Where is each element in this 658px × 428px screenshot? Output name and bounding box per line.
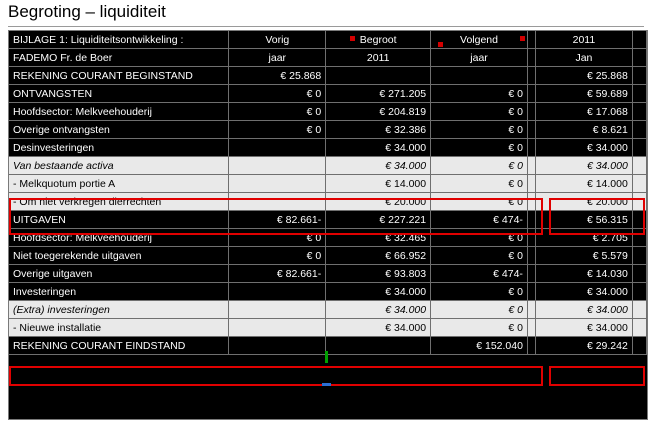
table-row[interactable]	[9, 67, 647, 85]
table-cell[interactable]	[527, 193, 535, 211]
table-cell[interactable]: Niet toegerekende uitgaven	[9, 247, 229, 265]
table-cell[interactable]	[229, 157, 326, 175]
comment-marker-icon	[520, 36, 525, 41]
table-cell[interactable]: € 34.000	[326, 139, 431, 157]
table-cell[interactable]: € 0	[431, 121, 528, 139]
table-cell[interactable]	[229, 337, 326, 355]
table-cell[interactable]: € 0	[431, 319, 528, 337]
table-cell[interactable]: 2011	[326, 49, 431, 67]
table-cell[interactable]: (Extra) investeringen	[9, 301, 229, 319]
table-cell[interactable]: jaar	[229, 49, 326, 67]
table-cell[interactable]: € 227.221	[326, 211, 431, 229]
table-cell[interactable]: € 8.621	[536, 121, 633, 139]
table-cell[interactable]: - Om niet verkregen dierrechten	[9, 193, 229, 211]
table-cell[interactable]	[632, 103, 646, 121]
table-cell[interactable]: Overige uitgaven	[9, 265, 229, 283]
table-cell[interactable]: € 0	[431, 103, 528, 121]
table-cell[interactable]: € 17.068	[536, 103, 633, 121]
table-cell[interactable]	[527, 211, 535, 229]
table-cell[interactable]	[632, 157, 646, 175]
table-cell[interactable]	[527, 229, 535, 247]
table-cell[interactable]: € 34.000	[326, 301, 431, 319]
table-cell[interactable]: € 0	[229, 121, 326, 139]
table-cell[interactable]: € 0	[431, 283, 528, 301]
table-cell[interactable]	[632, 229, 646, 247]
title-divider	[8, 26, 644, 27]
table-cell[interactable]: € 25.868	[229, 67, 326, 85]
table-cell[interactable]: € 0	[431, 229, 528, 247]
table-cell[interactable]: € 0	[431, 175, 528, 193]
table-row[interactable]	[9, 193, 647, 211]
table-cell[interactable]: € 59.689	[536, 85, 633, 103]
table-cell[interactable]	[632, 193, 646, 211]
table-cell[interactable]	[527, 265, 535, 283]
table-cell[interactable]	[527, 157, 535, 175]
comment-marker-icon	[438, 42, 443, 47]
table-cell[interactable]	[632, 31, 646, 49]
table-cell[interactable]: € 93.803	[326, 265, 431, 283]
table-cell[interactable]: € 82.661-	[229, 265, 326, 283]
table-cell[interactable]	[632, 319, 646, 337]
table-cell[interactable]: FADEMO Fr. de Boer	[9, 49, 229, 67]
table-cell[interactable]: € 32.386	[326, 121, 431, 139]
table-cell[interactable]: € 0	[229, 229, 326, 247]
table-cell[interactable]	[632, 247, 646, 265]
table-cell[interactable]	[527, 103, 535, 121]
table-cell[interactable]: € 14.000	[326, 175, 431, 193]
table-cell[interactable]: € 34.000	[536, 139, 633, 157]
table-cell[interactable]: € 66.952	[326, 247, 431, 265]
table-cell[interactable]: € 20.000	[326, 193, 431, 211]
table-header-row[interactable]	[9, 31, 647, 49]
table-cell[interactable]	[527, 319, 535, 337]
table-cell[interactable]: REKENING COURANT EINDSTAND	[9, 337, 229, 355]
table-cell[interactable]: ONTVANGSTEN	[9, 85, 229, 103]
table-cell[interactable]	[632, 175, 646, 193]
table-cell[interactable]	[632, 337, 646, 355]
table-cell[interactable]	[632, 85, 646, 103]
table-cell[interactable]: € 34.000	[536, 157, 633, 175]
table-cell[interactable]	[431, 67, 528, 85]
cursor-marker-icon	[325, 351, 328, 363]
table-cell[interactable]: Overige ontvangsten	[9, 121, 229, 139]
table-cell[interactable]: Hoofdsector: Melkveehouderij	[9, 103, 229, 121]
table-row[interactable]	[9, 319, 647, 337]
table-cell[interactable]	[229, 319, 326, 337]
table-cell[interactable]: € 34.000	[536, 319, 633, 337]
table-cell[interactable]: € 0	[431, 247, 528, 265]
table-cell[interactable]	[326, 337, 431, 355]
table-cell[interactable]: € 0	[431, 301, 528, 319]
table-row[interactable]	[9, 283, 647, 301]
table-cell[interactable]: € 82.661-	[229, 211, 326, 229]
table-row[interactable]	[9, 157, 647, 175]
table-cell[interactable]: Desinvesteringen	[9, 139, 229, 157]
table-cell[interactable]: Investeringen	[9, 283, 229, 301]
table-cell[interactable]	[229, 193, 326, 211]
table-cell[interactable]: € 0	[229, 85, 326, 103]
table-cell[interactable]: € 34.000	[326, 319, 431, 337]
table-cell[interactable]	[527, 85, 535, 103]
table-row[interactable]	[9, 103, 647, 121]
table-cell[interactable]	[527, 337, 535, 355]
table-cell[interactable]	[527, 49, 535, 67]
table-cell[interactable]	[632, 67, 646, 85]
table-cell[interactable]	[229, 283, 326, 301]
table-cell[interactable]	[632, 283, 646, 301]
table-cell[interactable]	[527, 139, 535, 157]
table-cell[interactable]: BIJLAGE 1: Liquiditeitsontwikkeling :	[9, 31, 229, 49]
table-cell[interactable]: € 34.000	[536, 301, 633, 319]
table-cell[interactable]	[229, 301, 326, 319]
table-cell[interactable]: € 0	[229, 103, 326, 121]
table-row[interactable]	[9, 85, 647, 103]
table-cell[interactable]: € 20.000	[536, 193, 633, 211]
table-cell[interactable]: REKENING COURANT BEGINSTAND	[9, 67, 229, 85]
table-row[interactable]	[9, 301, 647, 319]
table-cell[interactable]: € 474-	[431, 265, 528, 283]
table-cell[interactable]	[632, 301, 646, 319]
table-row[interactable]	[9, 139, 647, 157]
table-cell[interactable]: Begroot	[326, 31, 431, 49]
table-cell[interactable]: € 0	[431, 139, 528, 157]
table-cell[interactable]	[229, 175, 326, 193]
table-cell[interactable]	[326, 67, 431, 85]
table-cell[interactable]: € 25.868	[536, 67, 633, 85]
table-cell[interactable]	[632, 49, 646, 67]
table-cell[interactable]: € 0	[229, 247, 326, 265]
table-cell[interactable]	[527, 247, 535, 265]
table-cell[interactable]: € 0	[431, 85, 528, 103]
table-cell[interactable]	[527, 121, 535, 139]
table-cell[interactable]: € 32.465	[326, 229, 431, 247]
table-cell[interactable]: € 34.000	[536, 283, 633, 301]
comment-marker-icon	[350, 36, 355, 41]
table-cell[interactable]: € 271.205	[326, 85, 431, 103]
table-row[interactable]	[9, 121, 647, 139]
table-cell[interactable]: Volgend	[431, 31, 528, 49]
table-cell[interactable]: € 56.315	[536, 211, 633, 229]
table-cell[interactable]	[527, 175, 535, 193]
table-header-row[interactable]	[9, 49, 647, 67]
table-cell[interactable]: 2011	[536, 31, 633, 49]
table-cell[interactable]: € 0	[431, 157, 528, 175]
table-cell[interactable]: Hoofdsector: Melkveehouderij	[9, 229, 229, 247]
table-cell[interactable]: € 14.030	[536, 265, 633, 283]
table-cell[interactable]: € 474-	[431, 211, 528, 229]
table-cell[interactable]	[632, 211, 646, 229]
table-cell[interactable]: € 5.579	[536, 247, 633, 265]
budget-table-container[interactable]	[8, 30, 648, 420]
table-cell[interactable]: € 34.000	[326, 157, 431, 175]
table-cell[interactable]: € 0	[431, 193, 528, 211]
table-row[interactable]	[9, 211, 647, 229]
selection-marker-icon	[322, 383, 331, 386]
table-cell[interactable]	[229, 139, 326, 157]
table-row[interactable]	[9, 175, 647, 193]
table-cell[interactable]	[527, 67, 535, 85]
page-title: Begroting – liquiditeit	[8, 2, 166, 21]
table-cell[interactable]	[527, 283, 535, 301]
table-cell[interactable]: Jan	[536, 49, 633, 67]
table-cell[interactable]: - Nieuwe installatie	[9, 319, 229, 337]
table-cell[interactable]: Van bestaande activa	[9, 157, 229, 175]
table-cell[interactable]: € 152.040	[431, 337, 528, 355]
table-row[interactable]	[9, 247, 647, 265]
table-cell[interactable]: € 204.819	[326, 103, 431, 121]
table-cell[interactable]: € 2.705	[536, 229, 633, 247]
table-cell[interactable]	[632, 121, 646, 139]
table-cell[interactable]	[527, 31, 535, 49]
table-cell[interactable]	[632, 265, 646, 283]
table-cell[interactable]: € 34.000	[326, 283, 431, 301]
table-cell[interactable]	[527, 301, 535, 319]
table-cell[interactable]	[632, 139, 646, 157]
table-cell[interactable]: € 14.000	[536, 175, 633, 193]
table-cell[interactable]: Vorig	[229, 31, 326, 49]
budget-table	[9, 31, 647, 355]
table-cell[interactable]: € 29.242	[536, 337, 633, 355]
table-cell[interactable]: UITGAVEN	[9, 211, 229, 229]
table-cell[interactable]: - Melkquotum portie A	[9, 175, 229, 193]
table-row[interactable]	[9, 229, 647, 247]
table-row[interactable]	[9, 265, 647, 283]
table-cell[interactable]: jaar	[431, 49, 528, 67]
